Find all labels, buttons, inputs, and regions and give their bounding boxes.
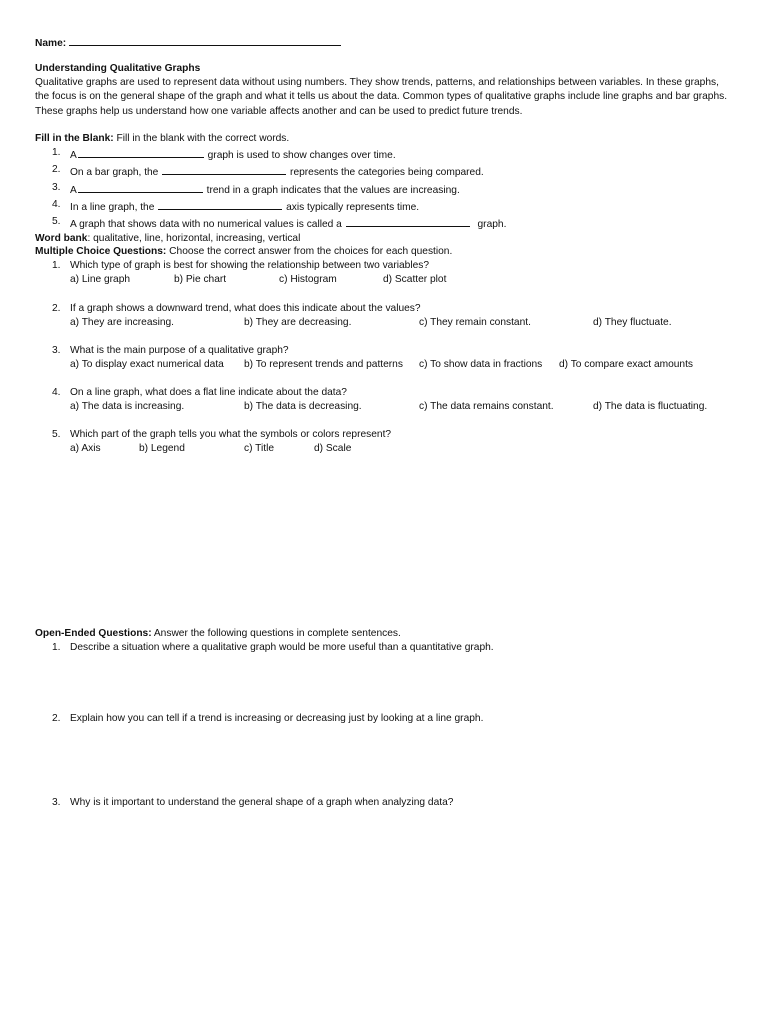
mc-choice[interactable]: c) They remain constant. bbox=[419, 317, 531, 329]
mc-question-text: 1. Which type of graph is best for showing the relationship between two variables? bbox=[52, 260, 430, 271]
name-row bbox=[35, 34, 342, 51]
worksheet-title: Understanding Qualitative Graphs bbox=[35, 63, 201, 74]
fill-heading-row bbox=[35, 132, 506, 146]
fill-item: 4. In a line graph, the axis typically represents time. bbox=[52, 198, 420, 213]
mc-choice[interactable]: d) The data is fluctuating. bbox=[593, 401, 708, 413]
mc-question bbox=[35, 386, 708, 414]
mc-choice[interactable]: d) To compare exact amounts bbox=[559, 359, 694, 371]
open-heading: Open-Ended Questions: bbox=[35, 628, 152, 639]
name-blank[interactable] bbox=[69, 34, 341, 46]
mc-choice[interactable]: a) The data is increasing. bbox=[70, 401, 185, 413]
fill-blank[interactable] bbox=[78, 181, 203, 193]
open-heading-row bbox=[35, 627, 494, 641]
mc-choices bbox=[70, 273, 447, 287]
fill-blank[interactable] bbox=[162, 163, 286, 175]
mc-choice[interactable]: c) Title bbox=[244, 443, 274, 455]
mc-choice[interactable]: b) The data is decreasing. bbox=[244, 401, 362, 413]
open-question: 1. Describe a situation where a qualitative graph would be more useful than a quantitative graph. bbox=[52, 642, 494, 654]
mc-choice[interactable]: d) Scale bbox=[314, 443, 352, 455]
open-ended-section bbox=[35, 627, 494, 655]
intro-paragraph: Qualitative graphs are used to represent data without using numbers. They show trends, patterns, and relationships between variables. In these graphs, the focus is on the general shape of the graph and what it tells us about the data. Common types of qualitative graphs include line graphs and bar graphs. These graphs help us understand how one variable affects another and can be used to predict future trends. bbox=[35, 77, 728, 117]
word-bank-label: Word bank bbox=[35, 233, 88, 245]
mc-question bbox=[35, 344, 694, 372]
mc-choice[interactable]: d) Scatter plot bbox=[383, 274, 447, 286]
mc-choice[interactable]: c) The data remains constant. bbox=[419, 401, 554, 413]
fill-instruction: Fill in the blank with the correct words. bbox=[116, 133, 290, 144]
mc-choice[interactable]: c) To show data in fractions bbox=[419, 359, 543, 371]
mc-choice[interactable]: b) Legend bbox=[139, 443, 185, 455]
mc-choice[interactable]: c) Histogram bbox=[279, 274, 337, 286]
intro-section bbox=[35, 62, 730, 119]
mc-choice[interactable]: b) To represent trends and patterns bbox=[244, 359, 403, 371]
mc-choices bbox=[70, 400, 708, 414]
fill-in-blank-section bbox=[35, 132, 506, 246]
mc-question-text: 3. What is the main purpose of a qualitative graph? bbox=[52, 345, 289, 356]
mc-choice[interactable]: a) Line graph bbox=[70, 274, 131, 286]
fill-item: 3. A trend in a graph indicates that the values are increasing. bbox=[52, 181, 460, 196]
fill-blank[interactable] bbox=[346, 215, 470, 227]
fill-blank[interactable] bbox=[158, 198, 282, 210]
word-bank-words: : qualitative, line, horizontal, increasing, vertical bbox=[87, 233, 301, 245]
mc-instruction: Choose the correct answer from the choices for each question. bbox=[169, 246, 453, 257]
mc-choice[interactable]: a) They are increasing. bbox=[70, 317, 175, 329]
open-question: 3. Why is it important to understand the general shape of a graph when analyzing data? bbox=[52, 797, 454, 808]
mc-question-text: 2. If a graph shows a downward trend, what does this indicate about the values? bbox=[52, 303, 421, 314]
mc-heading-row bbox=[35, 245, 452, 259]
mc-choices bbox=[70, 316, 672, 330]
mc-choices bbox=[70, 358, 694, 372]
mc-question-text: 5. Which part of the graph tells you what the symbols or colors represent? bbox=[52, 429, 392, 440]
mc-question bbox=[35, 302, 672, 330]
mc-question-text: 4. On a line graph, what does a flat line indicate about the data? bbox=[52, 387, 347, 398]
mc-choice[interactable]: b) They are decreasing. bbox=[244, 317, 352, 329]
open-question: 2. Explain how you can tell if a trend is increasing or decreasing just by looking at a line graph. bbox=[52, 713, 484, 724]
mc-heading: Multiple Choice Questions: bbox=[35, 246, 167, 257]
fill-item: 2. On a bar graph, the represents the categories being compared. bbox=[52, 164, 484, 179]
fill-blank[interactable] bbox=[78, 146, 204, 158]
mc-choices bbox=[70, 442, 391, 456]
mc-question bbox=[35, 259, 447, 287]
mc-choice[interactable]: d) They fluctuate. bbox=[593, 317, 672, 329]
name-label: Name: bbox=[35, 38, 67, 49]
fill-item: 5. A graph that shows data with no numerical values is called a graph. bbox=[52, 216, 507, 231]
mc-question bbox=[35, 428, 391, 456]
fill-item: 1. A graph is used to show changes over time. bbox=[52, 147, 396, 162]
fill-heading: Fill in the Blank: bbox=[35, 133, 114, 144]
mc-choice[interactable]: b) Pie chart bbox=[174, 274, 227, 286]
mc-choice[interactable]: a) Axis bbox=[70, 443, 101, 455]
mc-choice[interactable]: a) To display exact numerical data bbox=[70, 359, 224, 371]
open-instruction: Answer the following questions in complete sentences. bbox=[153, 628, 401, 639]
